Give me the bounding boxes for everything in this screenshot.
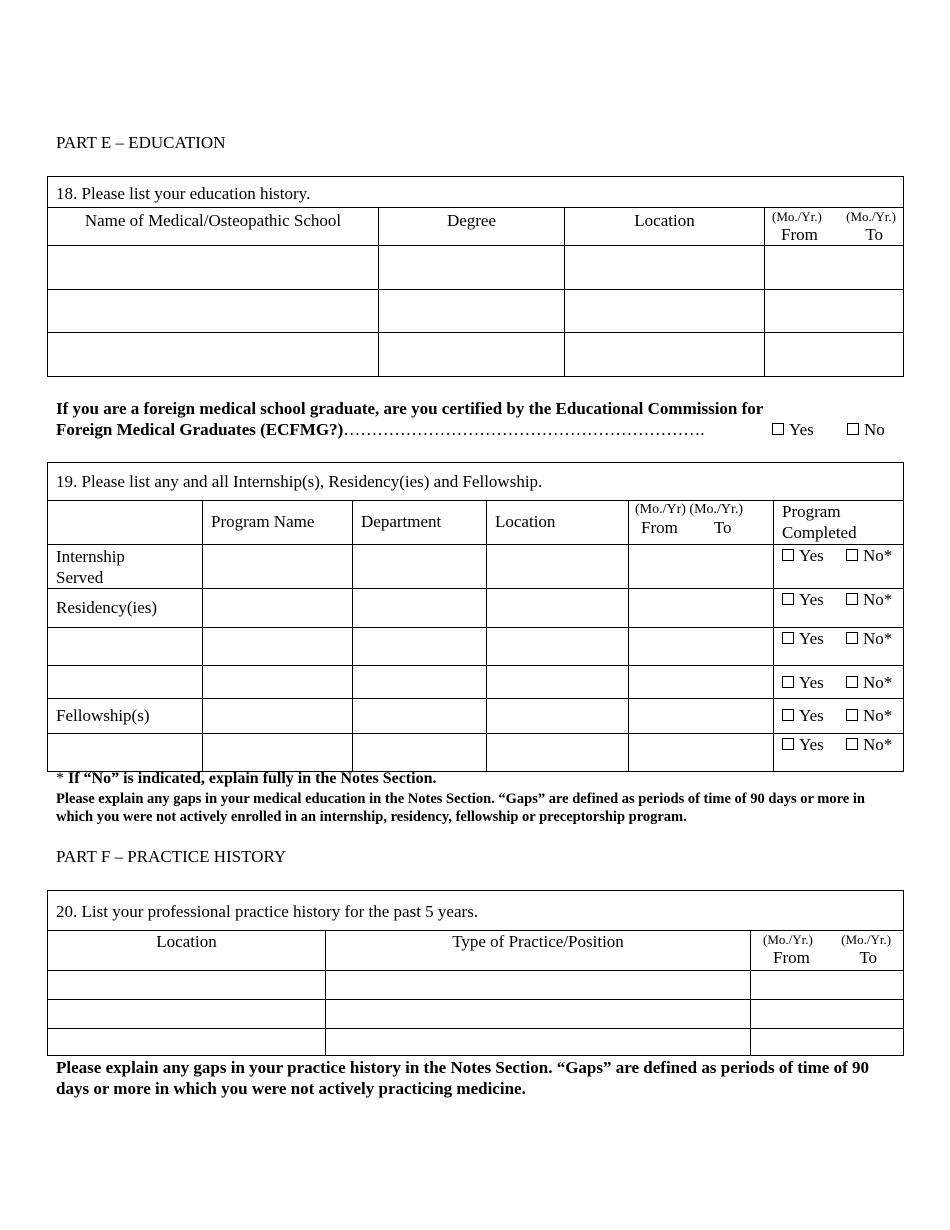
education-table [47, 176, 904, 377]
checkbox-icon[interactable] [782, 709, 794, 721]
q18-caption: 18. Please list your education history. [48, 177, 904, 208]
header-program-name: Program Name [203, 501, 353, 545]
q20-caption: 20. List your professional practice history for the past 5 years. [48, 891, 904, 931]
table-row [48, 699, 904, 734]
degree-input[interactable] [379, 333, 565, 377]
header-dates [751, 931, 904, 971]
completed-options [774, 589, 904, 628]
completed-no-option[interactable] [846, 628, 892, 649]
header-program: Program [782, 502, 841, 521]
dates-input[interactable] [629, 734, 774, 772]
checkbox-icon[interactable] [846, 709, 858, 721]
program-name-input[interactable] [203, 666, 353, 699]
yes-label: Yes [799, 590, 824, 609]
checkbox-icon[interactable] [846, 549, 858, 561]
no-explanation-note [56, 770, 916, 788]
table-row [48, 734, 904, 772]
education-row [48, 333, 904, 377]
program-name-input[interactable] [203, 628, 353, 666]
completed-no-option[interactable] [846, 545, 892, 566]
ecfmg-yes-option[interactable] [772, 419, 814, 440]
completed-no-option[interactable] [846, 672, 892, 693]
education-row [48, 290, 904, 333]
checkbox-icon[interactable] [846, 738, 858, 750]
row-label: Fellowship(s) [48, 699, 203, 734]
dates-input[interactable] [629, 628, 774, 666]
checkbox-icon[interactable] [782, 593, 794, 605]
department-input[interactable] [353, 666, 487, 699]
checkbox-icon[interactable] [846, 676, 858, 688]
degree-input[interactable] [379, 290, 565, 333]
location-input[interactable] [487, 699, 629, 734]
checkbox-icon[interactable] [782, 549, 794, 561]
completed-yes-option[interactable] [782, 734, 846, 755]
dates-input[interactable] [629, 666, 774, 699]
yes-label: Yes [799, 673, 824, 692]
completed-no-option[interactable] [846, 589, 892, 610]
row-label: Residency(ies) [48, 589, 203, 628]
no-label: No* [863, 673, 893, 692]
school-input[interactable] [48, 290, 379, 333]
row-label [48, 734, 203, 772]
header-to: To [713, 518, 732, 537]
completed-yes-option[interactable] [782, 545, 846, 566]
yes-label: Yes [799, 706, 824, 725]
table-row [48, 666, 904, 699]
completed-options [774, 666, 904, 699]
dates-input[interactable] [765, 290, 904, 333]
practice-history-table [47, 890, 904, 1056]
dates-input[interactable] [751, 1029, 904, 1056]
checkbox-icon[interactable] [847, 423, 859, 435]
header-to: To [865, 225, 884, 244]
no-label: No* [863, 735, 893, 754]
no-label: No* [863, 590, 893, 609]
completed-options [774, 734, 904, 772]
part-f-title: PART F – PRACTICE HISTORY [56, 847, 287, 866]
header-mo-yr-to: (Mo./Yr.) [841, 932, 892, 947]
ecfmg-question-line1: If you are a foreign medical school graduate, are you certified by the Educational Commission for [56, 399, 764, 418]
training-table [47, 462, 904, 772]
type-input[interactable] [326, 1000, 751, 1029]
header-department: Department [353, 501, 487, 545]
checkbox-icon[interactable] [782, 738, 794, 750]
asterisk: * [56, 770, 68, 787]
department-input[interactable] [353, 628, 487, 666]
yes-label: Yes [799, 735, 824, 754]
department-input[interactable] [353, 545, 487, 589]
ecfmg-no-option[interactable] [847, 419, 885, 440]
header-dates [629, 501, 774, 545]
table-row [48, 1000, 904, 1029]
department-input[interactable] [353, 734, 487, 772]
location-input[interactable] [48, 1000, 326, 1029]
row-label [48, 666, 203, 699]
department-input[interactable] [353, 699, 487, 734]
header-from: From [773, 948, 810, 967]
program-name-input[interactable] [203, 734, 353, 772]
location-input[interactable] [487, 628, 629, 666]
dates-input[interactable] [751, 1000, 904, 1029]
header-mo-yr: (Mo./Yr) (Mo./Yr.) [635, 502, 744, 517]
dates-input[interactable] [629, 545, 774, 589]
yes-label: Yes [799, 546, 824, 565]
completed-options [774, 545, 904, 589]
header-from: From [781, 225, 818, 244]
no-explanation-text: If “No” is indicated, explain fully in the Notes Section. [68, 770, 437, 787]
header-mo-yr-to: (Mo./Yr.) [846, 209, 897, 224]
ecfmg-yes-label: Yes [789, 420, 814, 439]
header-mo-yr-from: (Mo./Yr.) [763, 932, 813, 947]
practice-gaps-note: Please explain any gaps in your practice history in the Notes Section. “Gaps” are defined as periods of time of 90 days or more in which you were not actively practicing medicine. [56, 1058, 869, 1098]
school-input[interactable] [48, 333, 379, 377]
education-row [48, 246, 904, 290]
ecfmg-leader: ………………………………………………………. [343, 420, 705, 439]
education-gaps-note: Please explain any gaps in your medical education in the Notes Section. “Gaps” are defined as periods of time of 90 days or more in which you were not actively enrolled in an internship, residency, fellowship or preceptorship program. [56, 791, 865, 825]
checkbox-icon[interactable] [782, 632, 794, 644]
checkbox-icon[interactable] [782, 676, 794, 688]
degree-input[interactable] [379, 246, 565, 290]
completed-yes-option[interactable] [782, 589, 846, 610]
location-input[interactable] [48, 1029, 326, 1056]
no-label: No* [863, 629, 893, 648]
dates-input[interactable] [629, 699, 774, 734]
yes-label: Yes [799, 629, 824, 648]
row-label: Internship Served [48, 545, 203, 589]
table-row [48, 1029, 904, 1056]
type-input[interactable] [326, 971, 751, 1000]
part-e-title: PART E – EDUCATION [56, 133, 226, 152]
ecfmg-no-label: No [864, 420, 885, 439]
header-location: Location [565, 208, 765, 246]
location-input[interactable] [48, 971, 326, 1000]
location-input[interactable] [487, 666, 629, 699]
completed-options [774, 699, 904, 734]
table-row [48, 628, 904, 666]
checkbox-icon[interactable] [772, 423, 784, 435]
completed-yes-option[interactable] [782, 705, 846, 726]
completed-yes-option[interactable] [782, 672, 846, 693]
header-from: From [641, 518, 678, 537]
header-type: Type of Practice/Position [326, 931, 751, 971]
location-input[interactable] [487, 734, 629, 772]
header-school: Name of Medical/Osteopathic School [48, 208, 379, 246]
q19-caption: 19. Please list any and all Internship(s), Residency(ies) and Fellowship. [48, 463, 904, 501]
no-label: No* [863, 706, 893, 725]
header-blank [48, 501, 203, 545]
type-input[interactable] [326, 1029, 751, 1056]
completed-yes-option[interactable] [782, 628, 846, 649]
header-dates [765, 208, 904, 246]
dates-input[interactable] [751, 971, 904, 1000]
table-row [48, 971, 904, 1000]
dates-input[interactable] [765, 333, 904, 377]
header-to: To [859, 948, 878, 967]
location-input[interactable] [565, 333, 765, 377]
program-name-input[interactable] [203, 589, 353, 628]
header-completed: Completed [782, 523, 857, 542]
checkbox-icon[interactable] [846, 632, 858, 644]
location-input[interactable] [487, 545, 629, 589]
header-degree: Degree [379, 208, 565, 246]
header-mo-yr-from: (Mo./Yr.) [772, 209, 822, 224]
school-input[interactable] [48, 246, 379, 290]
checkbox-icon[interactable] [846, 593, 858, 605]
row-label [48, 628, 203, 666]
location-input[interactable] [565, 246, 765, 290]
program-name-input[interactable] [203, 545, 353, 589]
ecfmg-question-label: Foreign Medical Graduates (ECFMG?) [56, 420, 344, 439]
header-program-completed [774, 501, 904, 545]
no-label: No* [863, 546, 893, 565]
department-input[interactable] [353, 589, 487, 628]
completed-options [774, 628, 904, 666]
completed-no-option[interactable] [846, 734, 892, 755]
header-location: Location [48, 931, 326, 971]
header-location: Location [487, 501, 629, 545]
dates-input[interactable] [629, 589, 774, 628]
ecfmg-question-line2 [56, 419, 776, 440]
table-row [48, 545, 904, 589]
table-row [48, 589, 904, 628]
completed-no-option[interactable] [846, 705, 892, 726]
location-input[interactable] [565, 290, 765, 333]
program-name-input[interactable] [203, 699, 353, 734]
location-input[interactable] [487, 589, 629, 628]
dates-input[interactable] [765, 246, 904, 290]
